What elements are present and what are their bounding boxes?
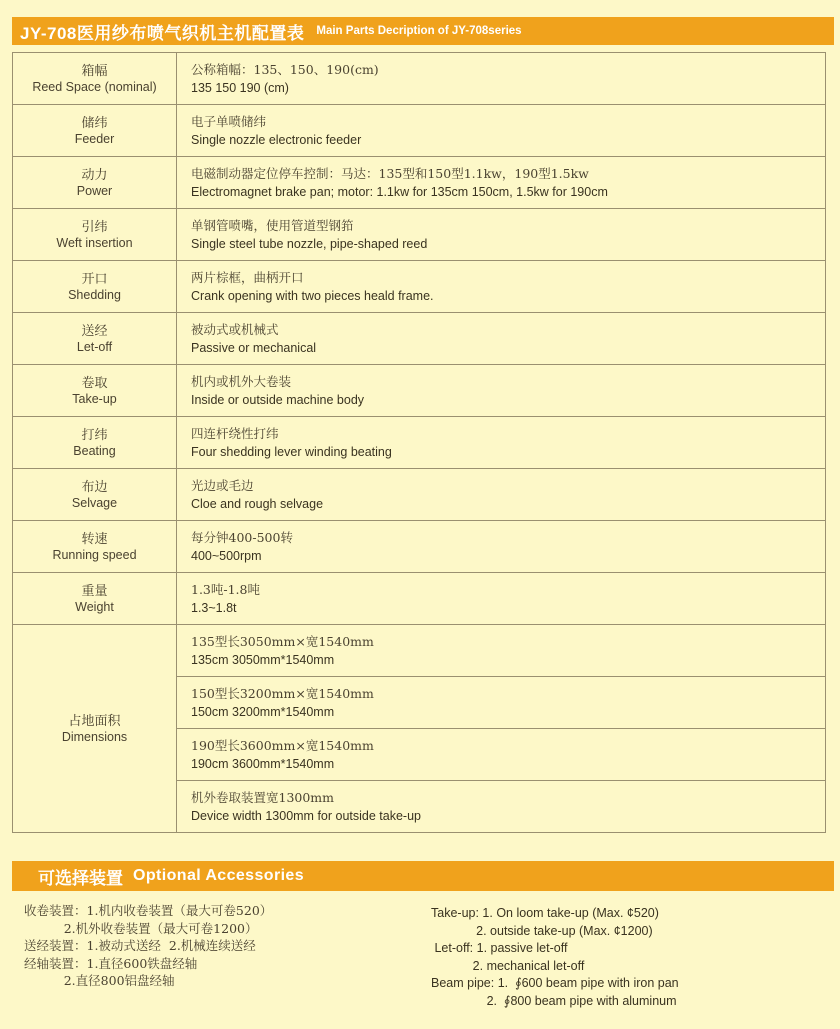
value-cn: 电子单喷储纬: [191, 113, 267, 129]
optional-line-en: Beam pipe: 1. ∮600 beam pipe with iron pan: [431, 976, 679, 990]
label-en: Power: [76, 183, 113, 198]
row-value: [177, 261, 826, 313]
title-cn: JY-708医用纱布喷气织机主机配置表: [20, 23, 305, 43]
optional-line-cn: 2.直径800铝盘经轴: [24, 973, 175, 988]
label-en: Reed Space (nominal): [32, 79, 157, 94]
table-row: [13, 105, 826, 157]
row-value: [177, 417, 826, 469]
table-row: [13, 417, 826, 469]
row-label: [13, 105, 177, 157]
label-cn: 卷取: [81, 375, 108, 391]
value-en: 190cm 3600mm*1540mm: [191, 756, 335, 771]
label-cn: 布边: [81, 479, 108, 495]
table-row: [13, 469, 826, 521]
value-cn: 机内或机外大卷装: [191, 373, 292, 389]
row-value: [177, 781, 826, 833]
value-en: Device width 1300mm for outside take-up: [191, 808, 421, 823]
optional-title-cn: 可选择装置: [38, 868, 123, 888]
table-row: [13, 573, 826, 625]
label-cn: 动力: [81, 167, 108, 183]
label-en: Selvage: [71, 495, 118, 510]
table-row: [13, 365, 826, 417]
label-cn: 开口: [81, 271, 108, 287]
row-label: [13, 313, 177, 365]
label-cn: 转速: [81, 531, 108, 547]
row-value: [177, 677, 826, 729]
label-cn: 引纬: [81, 219, 108, 235]
label-cn: 重量: [81, 583, 108, 599]
row-value: [177, 105, 826, 157]
value-en: 150cm 3200mm*1540mm: [191, 704, 335, 719]
label-en: Beating: [73, 443, 116, 458]
table-header-banner: [12, 17, 834, 45]
row-label: [13, 573, 177, 625]
optional-line-cn: 2.机外收卷装置（最大可卷1200）: [24, 920, 258, 936]
optional-line-en: 2. mechanical let-off: [431, 958, 585, 973]
optional-line-en: 2. outside take-up (Max. ¢1200): [431, 923, 653, 938]
row-label: [13, 157, 177, 209]
optional-line-en: Let-off: 1. passive let-off: [431, 941, 568, 955]
row-label: [13, 209, 177, 261]
value-en: Electromagnet brake pan; motor: 1.1kw for 135cm 150cm, 1.5kw for 190cm: [191, 184, 608, 199]
optional-line-cn: 送经装置：1.被动式送经 2.机械连续送经: [24, 938, 256, 953]
value-cn: 两片棕框，曲柄开口: [191, 269, 304, 285]
value-en: 400~500rpm: [191, 548, 262, 563]
table-row: [13, 157, 826, 209]
table-row: [13, 209, 826, 261]
row-label: [13, 521, 177, 573]
table-row: [13, 261, 826, 313]
row-label: [13, 53, 177, 105]
value-cn: 电磁制动器定位停车控制：马达：135型和150型1.1kw，190型1.5kw: [191, 165, 589, 181]
label-en: Shedding: [68, 287, 121, 302]
value-cn: 公称箱幅：135、150、190(cm): [191, 61, 379, 77]
row-value: [177, 313, 826, 365]
optional-line-cn: 收卷装置：1.机内收卷装置（最大可卷520）: [24, 903, 273, 918]
row-label: [13, 365, 177, 417]
row-value: [177, 53, 826, 105]
value-en: Passive or mechanical: [191, 340, 317, 355]
title-en: Main Parts Decription of JY-708series: [316, 25, 522, 37]
value-cn: 190型长3600mm×宽1540mm: [191, 737, 374, 753]
row-label: [13, 261, 177, 313]
value-en: 1.3~1.8t: [191, 600, 237, 615]
label-cn: 占地面积: [68, 713, 121, 729]
label-en: Weight: [75, 599, 114, 614]
label-en: Dimensions: [61, 729, 128, 744]
row-value: [177, 625, 826, 677]
value-cn: 光边或毛边: [191, 477, 254, 493]
value-cn: 135型长3050mm×宽1540mm: [191, 633, 374, 649]
value-cn: 单钢管喷嘴，使用管道型钢筘: [191, 217, 354, 233]
label-en: Let-off: [76, 339, 113, 354]
row-label: [13, 625, 177, 833]
value-en: Cloe and rough selvage: [191, 496, 324, 511]
row-value: [177, 573, 826, 625]
table-row: [13, 521, 826, 573]
table-row: [13, 53, 826, 105]
row-value: [177, 209, 826, 261]
label-en: Weft insertion: [56, 235, 133, 250]
label-cn: 储纬: [81, 115, 108, 131]
row-value: [177, 469, 826, 521]
value-cn: 每分钟400-500转: [191, 529, 293, 545]
value-cn: 机外卷取装置宽1300mm: [191, 789, 335, 805]
value-en: Four shedding lever winding beating: [191, 444, 392, 459]
value-en: Inside or outside machine body: [191, 392, 365, 407]
value-cn: 四连杆绕性打纬: [191, 425, 279, 441]
row-label: [13, 417, 177, 469]
spec-table: [12, 52, 826, 833]
label-en: Running speed: [52, 547, 137, 562]
optional-list-cn: [24, 902, 272, 990]
optional-list-en: [431, 905, 679, 1010]
row-label: [13, 469, 177, 521]
table-row: [13, 313, 826, 365]
value-cn: 150型长3200mm×宽1540mm: [191, 685, 374, 701]
value-en: Crank opening with two pieces heald frame.: [191, 288, 434, 303]
label-en: Take-up: [72, 391, 117, 406]
optional-banner: [12, 861, 834, 891]
value-cn: 1.3吨-1.8吨: [191, 581, 260, 597]
optional-line-cn: 经轴装置：1.直径600铁盘经轴: [24, 955, 198, 971]
table-row: [13, 625, 826, 677]
label-cn: 打纬: [81, 427, 108, 443]
row-value: [177, 729, 826, 781]
optional-line-en: 2. ∮800 beam pipe with aluminum: [431, 993, 677, 1008]
label-cn: 箱幅: [81, 63, 108, 79]
row-value: [177, 521, 826, 573]
label-cn: 送经: [81, 323, 108, 339]
row-value: [177, 365, 826, 417]
row-value: [177, 157, 826, 209]
label-en: Feeder: [74, 131, 115, 146]
optional-title-en: Optional Accessories: [133, 867, 305, 884]
value-cn: 被动式或机械式: [191, 321, 279, 337]
value-en: Single nozzle electronic feeder: [191, 132, 362, 147]
optional-line-en: Take-up: 1. On loom take-up (Max. ¢520): [431, 906, 659, 920]
value-en: 135 150 190 (cm): [191, 80, 289, 95]
value-en: Single steel tube nozzle, pipe-shaped reed: [191, 236, 428, 251]
value-en: 135cm 3050mm*1540mm: [191, 652, 335, 667]
